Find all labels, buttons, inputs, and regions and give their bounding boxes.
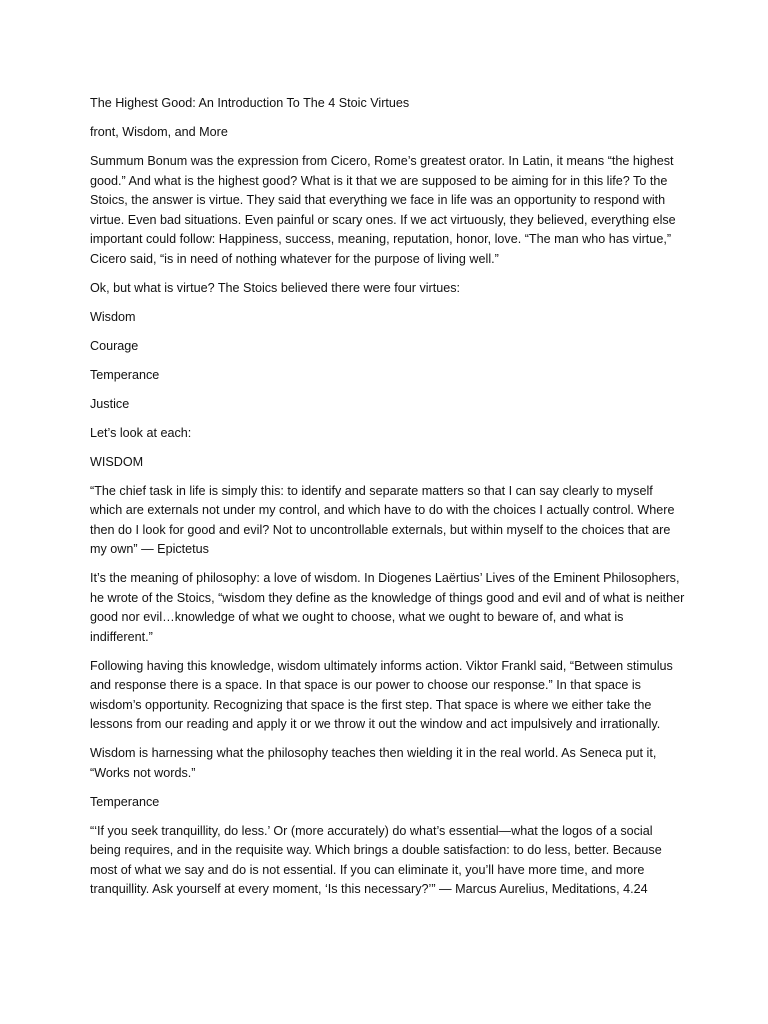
wisdom-paragraph: It’s the meaning of philosophy: a love of wisdom. In Diogenes Laërtius’ Lives of the Eminent Philosophers, he wrote of the Stoics, “wisdom they define as the knowledge of things good and evil and of what is neither good nor evil…knowledge of what we ought to choose, what we ought to beware of, and what is indifferent.” xyxy=(90,571,685,644)
virtue-item-wisdom: Wisdom xyxy=(90,309,136,324)
virtue-item-justice: Justice xyxy=(90,396,130,411)
intro-paragraph: Summum Bonum was the expression from Cicero, Rome’s greatest orator. In Latin, it means “the highest good.” And what is the highest good? What is it that we are supposed to be aiming for in this life? To the Stoics, the answer is virtue. They said that everything we face in life was an opportunity to respond with virtue. Even bad situations. Even painful or scary ones. If we act virtuously, they believed, everything else important could follow: Happiness, success, meaning, reputation, honor, love. “The man who has virtue,” Cicero said, “is in need of nothing whatever for the purpose of living well.” xyxy=(90,154,676,266)
document-title: The Highest Good: An Introduction To The 4 Stoic Virtues xyxy=(90,96,410,110)
temperance-paragraph: “‘If you seek tranquillity, do less.’ Or (more accurately) do what’s essential—what the logos of a social being requires, and in the requisite way. Which brings a double satisfaction: to do less, better. Because most of what we say and do is not essential. If you can eliminate it, you’ll have more time, and more tranquillity. Ask yourself at every moment, ‘Is this necessary?’” — Marcus Aurelius, Meditations, 4.24 xyxy=(90,823,662,896)
temperance-heading: Temperance xyxy=(90,794,160,809)
wisdom-heading: WISDOM xyxy=(90,454,144,469)
document-subtitle: front, Wisdom, and More xyxy=(90,125,228,139)
wisdom-paragraph: Wisdom is harnessing what the philosophy teaches then wielding it in the real world. As Seneca put it, “Works not words.” xyxy=(90,746,657,780)
look-each-line: Let’s look at each: xyxy=(90,425,192,440)
document-page xyxy=(90,94,686,909)
virtue-item-temperance: Temperance xyxy=(90,367,160,382)
wisdom-paragraph: “The chief task in life is simply this: to identify and separate matters so that I can say clearly to myself which are externals not under my control, and which have to do with the choices I actually control. Where then do I look for good and evil? Not to uncontrollable externals, but within myself to the choices that are my own” — Epictetus xyxy=(90,483,675,556)
virtue-item-courage: Courage xyxy=(90,338,139,353)
wisdom-paragraph: Following having this knowledge, wisdom ultimately informs action. Viktor Frankl said, “Between stimulus and response there is a space. In that space is our power to choose our response.” In that space is wisdom’s opportunity. Recognizing that space is the first step. That space is where we either take the lessons from our reading and apply it or we throw it out the window and act impulsively and irrationally. xyxy=(90,658,673,731)
virtue-question-paragraph: Ok, but what is virtue? The Stoics believed there were four virtues: xyxy=(90,280,461,295)
